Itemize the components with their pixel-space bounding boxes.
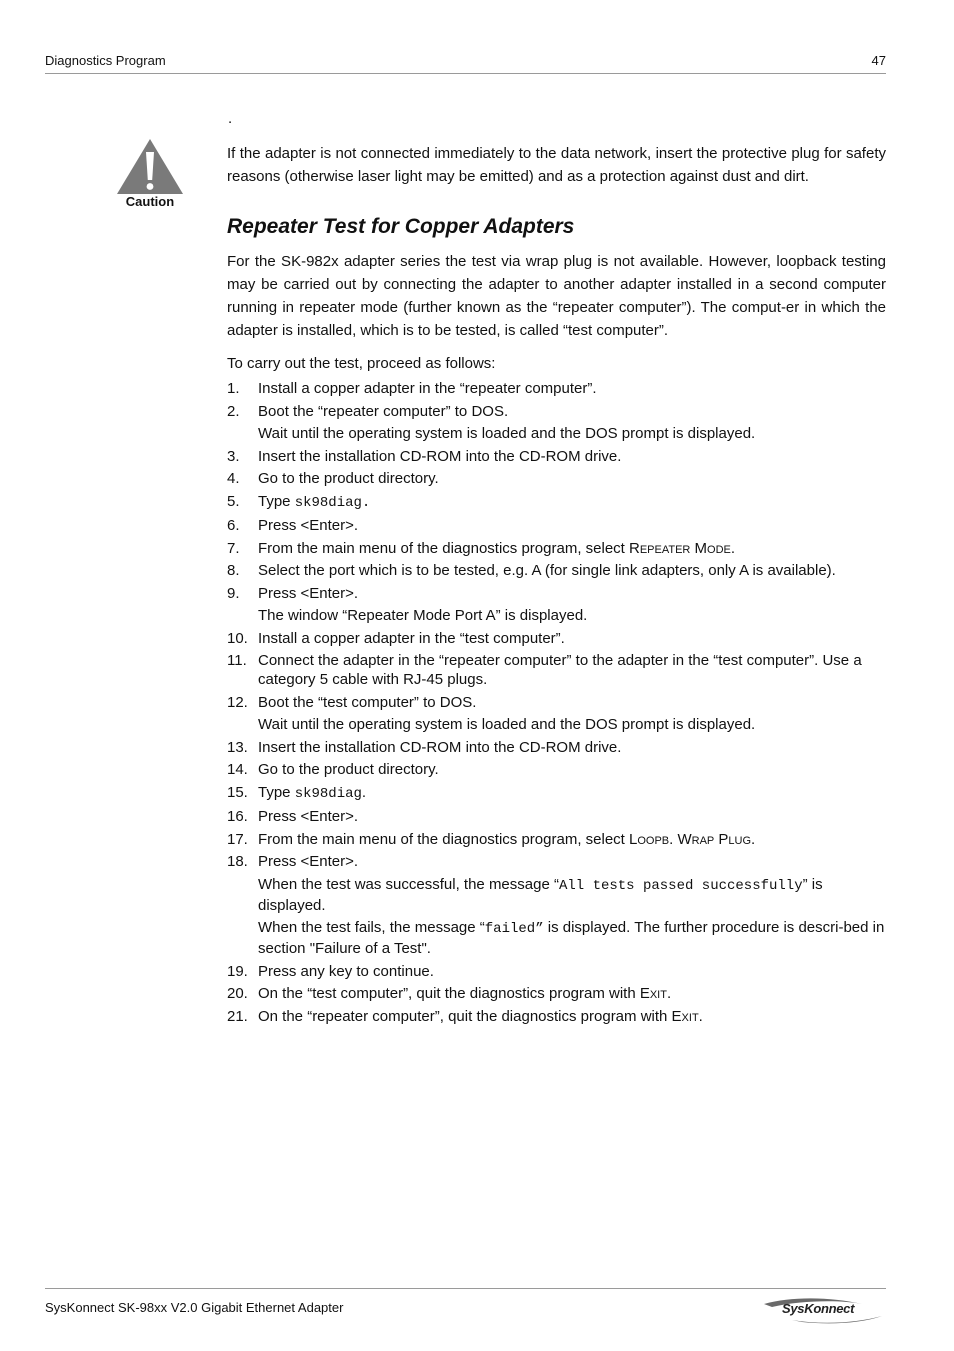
caution-triangle-icon bbox=[115, 137, 185, 197]
step-number: 5. bbox=[227, 492, 240, 510]
step-number: 12. bbox=[227, 693, 248, 711]
step-text: Boot the “test computer” to DOS. bbox=[258, 693, 477, 711]
step-text: Install a copper adapter in the “test computer”. bbox=[258, 629, 565, 647]
caution-notice bbox=[115, 137, 185, 213]
list-item bbox=[227, 830, 886, 849]
list-item bbox=[227, 760, 886, 779]
step-text: Go to the product directory. bbox=[258, 470, 439, 487]
step-number: 13. bbox=[227, 738, 248, 756]
step-number: 11. bbox=[227, 652, 247, 669]
step-failure-message bbox=[258, 918, 886, 958]
list-item bbox=[227, 447, 886, 466]
step-success-message bbox=[258, 875, 886, 915]
list-item bbox=[227, 516, 886, 535]
step-text: On the “test computer”, quit the diagnostics program with bbox=[258, 985, 640, 1002]
step-number: 7. bbox=[227, 539, 240, 557]
step-text: Type bbox=[258, 492, 295, 510]
step-text: From the main menu of the diagnostics program, select bbox=[258, 830, 630, 848]
step-text: Press <Enter>. bbox=[258, 853, 359, 870]
success-text-end: ” is displayed. bbox=[258, 875, 823, 914]
step-number: 19. bbox=[227, 962, 248, 980]
step-number: 3. bbox=[227, 447, 240, 465]
step-text: On the “repeater computer”, quit the diagnostics program with bbox=[258, 1007, 672, 1025]
list-item bbox=[227, 539, 886, 558]
step-number: 6. bbox=[227, 517, 240, 534]
menu-item-name: Exit bbox=[671, 1007, 699, 1025]
step-text-end: . bbox=[666, 985, 672, 1002]
step-number: 14. bbox=[227, 761, 248, 778]
step-number: 10. bbox=[227, 629, 248, 647]
step-text: Insert the installation CD-ROM into the CD-ROM drive. bbox=[258, 738, 622, 756]
section-title: Repeater Test for Copper Adapters bbox=[227, 215, 575, 238]
step-text-end: . bbox=[730, 539, 736, 557]
step-text: Press <Enter>. bbox=[258, 584, 359, 602]
step-number: 21. bbox=[227, 1007, 248, 1025]
proceed-paragraph: To carry out the test, proceed as follows: bbox=[227, 355, 496, 372]
step-number: 4. bbox=[227, 470, 240, 487]
list-item bbox=[227, 1007, 886, 1026]
list-item bbox=[227, 962, 886, 981]
header-section-title: Diagnostics Program bbox=[45, 53, 166, 68]
list-item bbox=[227, 584, 886, 626]
logo-text: SysKonnect bbox=[782, 1301, 855, 1316]
failure-message-code: failed” bbox=[484, 921, 544, 937]
step-number: 15. bbox=[227, 783, 248, 801]
menu-item-name: Exit bbox=[639, 985, 667, 1002]
menu-item-name: Repeater Mode bbox=[629, 539, 731, 557]
list-item bbox=[227, 629, 886, 648]
failure-text-end: is displayed. The further procedure is descri-bed in section "Failure of a Test". bbox=[258, 919, 885, 957]
list-item bbox=[227, 693, 886, 735]
list-item bbox=[227, 402, 886, 444]
step-text: Insert the installation CD-ROM into the CD-ROM drive. bbox=[258, 447, 622, 465]
step-number: 1. bbox=[227, 380, 240, 397]
step-number: 16. bbox=[227, 808, 248, 825]
step-number: 2. bbox=[227, 402, 240, 420]
step-subtext: The window “Repeater Mode Port A” is displayed. bbox=[258, 607, 588, 624]
success-text: When the test was successful, the message “ bbox=[258, 875, 559, 893]
step-text-end: . bbox=[751, 830, 756, 848]
step-text: Select the port which is to be tested, e.g. A (for single link adapters, only A is available). bbox=[258, 562, 836, 579]
header-page-number: 47 bbox=[871, 53, 886, 68]
list-item bbox=[227, 492, 886, 513]
list-item bbox=[227, 651, 886, 689]
step-text: Press any key to continue. bbox=[258, 962, 434, 980]
step-text: Press <Enter>. bbox=[258, 517, 359, 534]
footer-product-name: SysKonnect SK-98xx V2.0 Gigabit Ethernet Adapter bbox=[45, 1300, 344, 1315]
caution-text: If the adapter is not connected immediately to the data network, insert the protective plug for safety reasons (otherwise laser light may be emitted) and as a protection against dust and dirt. bbox=[227, 145, 886, 185]
step-number: 8. bbox=[227, 562, 240, 579]
list-item bbox=[227, 469, 886, 488]
page-footer bbox=[45, 1288, 886, 1329]
caution-label: Caution bbox=[125, 194, 175, 209]
step-text: Boot the “repeater computer” to DOS. bbox=[258, 402, 509, 420]
step-subtext: Wait until the operating system is loaded and the DOS prompt is displayed. bbox=[258, 425, 756, 442]
step-text: Press <Enter>. bbox=[258, 808, 359, 825]
step-number: 17. bbox=[227, 830, 248, 848]
step-text: Connect the adapter in the “repeater computer” to the adapter in the “test computer”. Use a category 5 cable with RJ-45 plugs. bbox=[258, 652, 862, 688]
main-content bbox=[227, 142, 886, 1029]
step-number: 9. bbox=[227, 584, 240, 602]
menu-item-name: Loopb. Wrap Plug bbox=[629, 830, 752, 848]
syskonnect-logo bbox=[762, 1296, 884, 1326]
list-item bbox=[227, 984, 886, 1003]
step-text-end: . bbox=[698, 1007, 703, 1025]
intro-paragraph: For the SK-982x adapter series the test via wrap plug is not available. However, loopback testing may be carried out by connecting the adapter to another adapter installed in a second computer running in repeater mode (further known as the “repeater computer”). The comput-er in which the adapter is installed, which is to be tested, is called “test computer”. bbox=[227, 253, 886, 339]
step-text-end: . bbox=[361, 783, 367, 801]
step-subtext: Wait until the operating system is loaded and the DOS prompt is displayed. bbox=[258, 716, 756, 733]
step-number: 20. bbox=[227, 985, 248, 1002]
list-item bbox=[227, 852, 886, 958]
failure-text: When the test fails, the message “ bbox=[258, 919, 485, 936]
list-item bbox=[227, 561, 886, 580]
step-text: Go to the product directory. bbox=[258, 761, 439, 778]
success-message-code: All tests passed successfully bbox=[558, 877, 803, 894]
page-header bbox=[45, 53, 886, 74]
command-text: sk98diag bbox=[294, 785, 362, 802]
step-text: Type bbox=[258, 783, 295, 801]
step-number: 18. bbox=[227, 853, 248, 870]
command-text: sk98diag. bbox=[294, 494, 371, 511]
list-item bbox=[227, 738, 886, 757]
list-item bbox=[227, 807, 886, 826]
lead-dot: . bbox=[228, 110, 233, 127]
steps-list bbox=[227, 379, 886, 1026]
list-item bbox=[227, 783, 886, 804]
list-item bbox=[227, 379, 886, 398]
step-text: From the main menu of the diagnostics program, select bbox=[258, 539, 630, 557]
step-text: Install a copper adapter in the “repeater computer”. bbox=[258, 380, 597, 397]
